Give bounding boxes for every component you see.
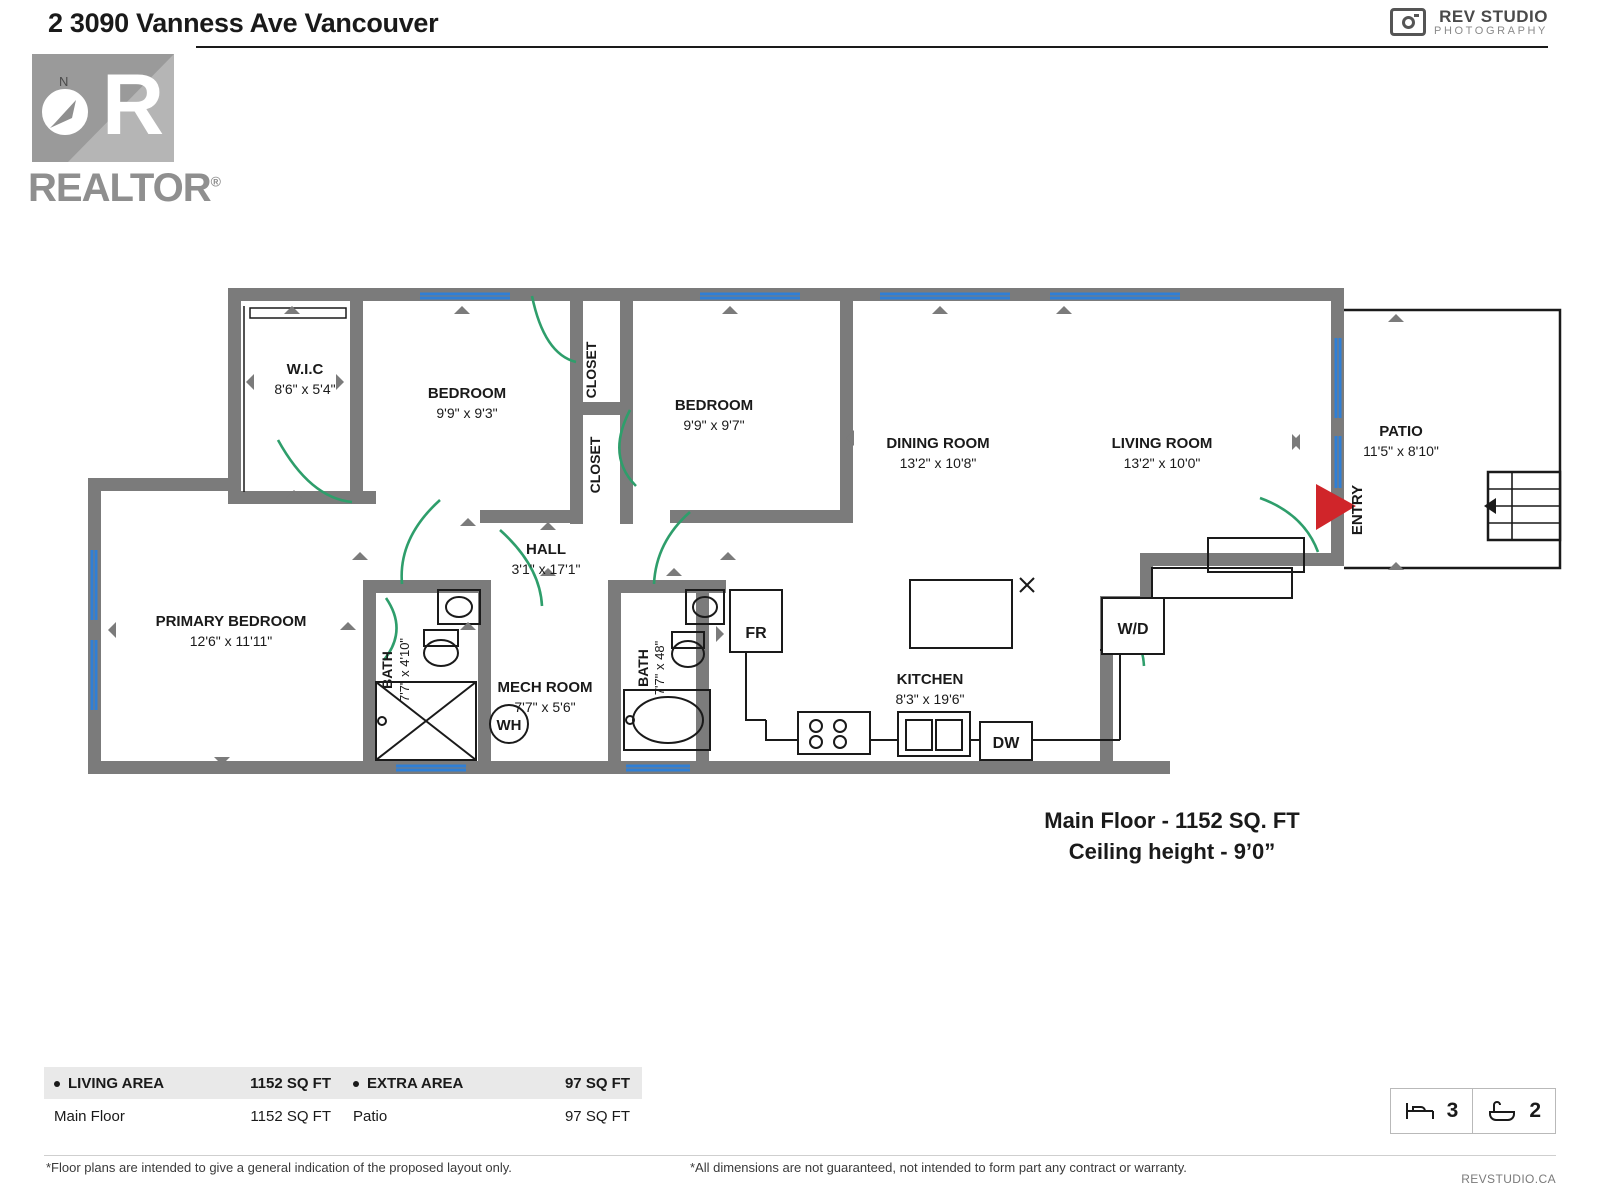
windows xyxy=(92,294,1340,770)
living-area-header xyxy=(44,1075,343,1092)
realtor-logo xyxy=(28,52,220,210)
svg-text:N: N xyxy=(59,74,69,89)
room-name-kitchen: KITCHEN xyxy=(896,671,964,688)
room-dims-wic: 8'6" x 5'4" xyxy=(274,381,336,397)
main-floor-cell xyxy=(44,1108,343,1125)
room-name-bath-1: BATH xyxy=(379,651,395,689)
extra-area-value: 97 SQ FT xyxy=(564,1074,630,1092)
room-name-bath-2: BATH xyxy=(635,649,651,687)
registered-mark: ® xyxy=(210,173,220,190)
room-dims-dining: 13'2" x 10'8" xyxy=(899,455,977,471)
room-dims-living: 13'2" x 10'0" xyxy=(1123,455,1201,471)
room-name-hall: HALL xyxy=(526,541,566,558)
brand-name: REV STUDIO xyxy=(1439,7,1548,26)
bed-bath-counts xyxy=(1390,1088,1556,1134)
room-name-bedroom-2: BEDROOM xyxy=(674,397,754,414)
disclaimer-left: *Floor plans are intended to give a general indication of the proposed layout only. xyxy=(46,1160,512,1175)
label-closet-2: CLOSET xyxy=(587,436,603,494)
header-divider xyxy=(196,46,1548,48)
room-dims-primary-bedroom: 12'6" x 11'11" xyxy=(189,633,273,649)
label-dishwasher: DW xyxy=(992,735,1020,752)
patio-value: 97 SQ FT xyxy=(564,1107,630,1125)
studio-branding xyxy=(1390,8,1548,37)
bed-icon xyxy=(1405,1100,1435,1122)
area-table-row xyxy=(44,1099,642,1133)
area-summary-table xyxy=(44,1067,642,1133)
label-water-heater: WH xyxy=(496,717,522,734)
ceiling-height-text: Ceiling height - 9’0” xyxy=(1068,839,1276,865)
room-name-bedroom-1: BEDROOM xyxy=(427,385,507,402)
label-entry: ENTRY xyxy=(1349,484,1366,536)
label-fridge: FR xyxy=(745,625,767,642)
bullet-icon xyxy=(353,1081,359,1087)
room-name-living: LIVING ROOM xyxy=(1111,435,1213,452)
svg-text:R: R xyxy=(102,57,165,153)
extra-area-label: EXTRA AREA xyxy=(353,1075,565,1092)
living-area-value: 1152 SQ FT xyxy=(250,1074,331,1092)
room-dims-kitchen: 8'3" x 19'6" xyxy=(895,691,965,707)
bathroom-count-value: 2 xyxy=(1529,1099,1541,1122)
realtor-mark xyxy=(28,52,178,164)
room-dims-bath-1: 7'7" x 4'10" xyxy=(397,637,412,703)
label-closet-1: CLOSET xyxy=(583,341,599,399)
floor-summary xyxy=(862,805,1482,867)
camera-icon xyxy=(1390,8,1426,36)
footer-divider xyxy=(44,1155,1556,1156)
room-dims-bedroom-2: 9'9" x 9'7" xyxy=(683,417,745,433)
area-table-header xyxy=(44,1067,642,1099)
patio-cell xyxy=(343,1108,642,1125)
room-dims-bedroom-1: 9'9" x 9'3" xyxy=(436,405,498,421)
wall-structure xyxy=(88,288,1344,774)
room-dims-patio: 11'5" x 8'10" xyxy=(1363,443,1439,459)
room-name-primary-bedroom: PRIMARY BEDROOM xyxy=(155,613,307,630)
room-dims-hall: 3'1" x 17'1" xyxy=(511,561,581,577)
room-name-dining: DINING ROOM xyxy=(886,435,990,452)
bullet-icon xyxy=(54,1081,60,1087)
room-dims-mech: 7'7" x 5'6" xyxy=(514,699,576,715)
brand-subtitle: PHOTOGRAPHY xyxy=(1434,24,1548,37)
label-washer-dryer: W/D xyxy=(1117,621,1149,638)
bathroom-count xyxy=(1472,1089,1555,1133)
patio-label: Patio xyxy=(353,1107,388,1125)
main-floor-label: Main Floor xyxy=(54,1107,125,1125)
room-dims-bath-2: 7'7" x 48" xyxy=(652,640,667,696)
room-name-wic: W.I.C xyxy=(286,361,324,378)
bedroom-count-value: 3 xyxy=(1446,1099,1459,1122)
page-title: 2 3090 Vanness Ave Vancouver xyxy=(48,8,439,38)
disclaimer-right: *All dimensions are not guaranteed, not intended to form part any contract or warranty. xyxy=(690,1160,1187,1175)
realtor-word-text: REALTOR xyxy=(28,166,211,210)
main-floor-value: 1152 SQ FT xyxy=(250,1107,331,1125)
room-name-mech: MECH ROOM xyxy=(497,679,593,696)
room-name-patio: PATIO xyxy=(1379,423,1423,440)
bedroom-count xyxy=(1391,1089,1473,1133)
floor-area-text: Main Floor - 1152 SQ. FT xyxy=(1044,808,1300,833)
realtor-wordmark xyxy=(28,166,220,210)
website-text: REVSTUDIO.CA xyxy=(1461,1172,1556,1186)
extra-area-header xyxy=(343,1075,642,1092)
floor-plan xyxy=(0,250,1600,810)
living-area-label: LIVING AREA xyxy=(54,1075,250,1092)
patio-outline xyxy=(1344,310,1560,568)
bath-icon xyxy=(1487,1100,1517,1122)
